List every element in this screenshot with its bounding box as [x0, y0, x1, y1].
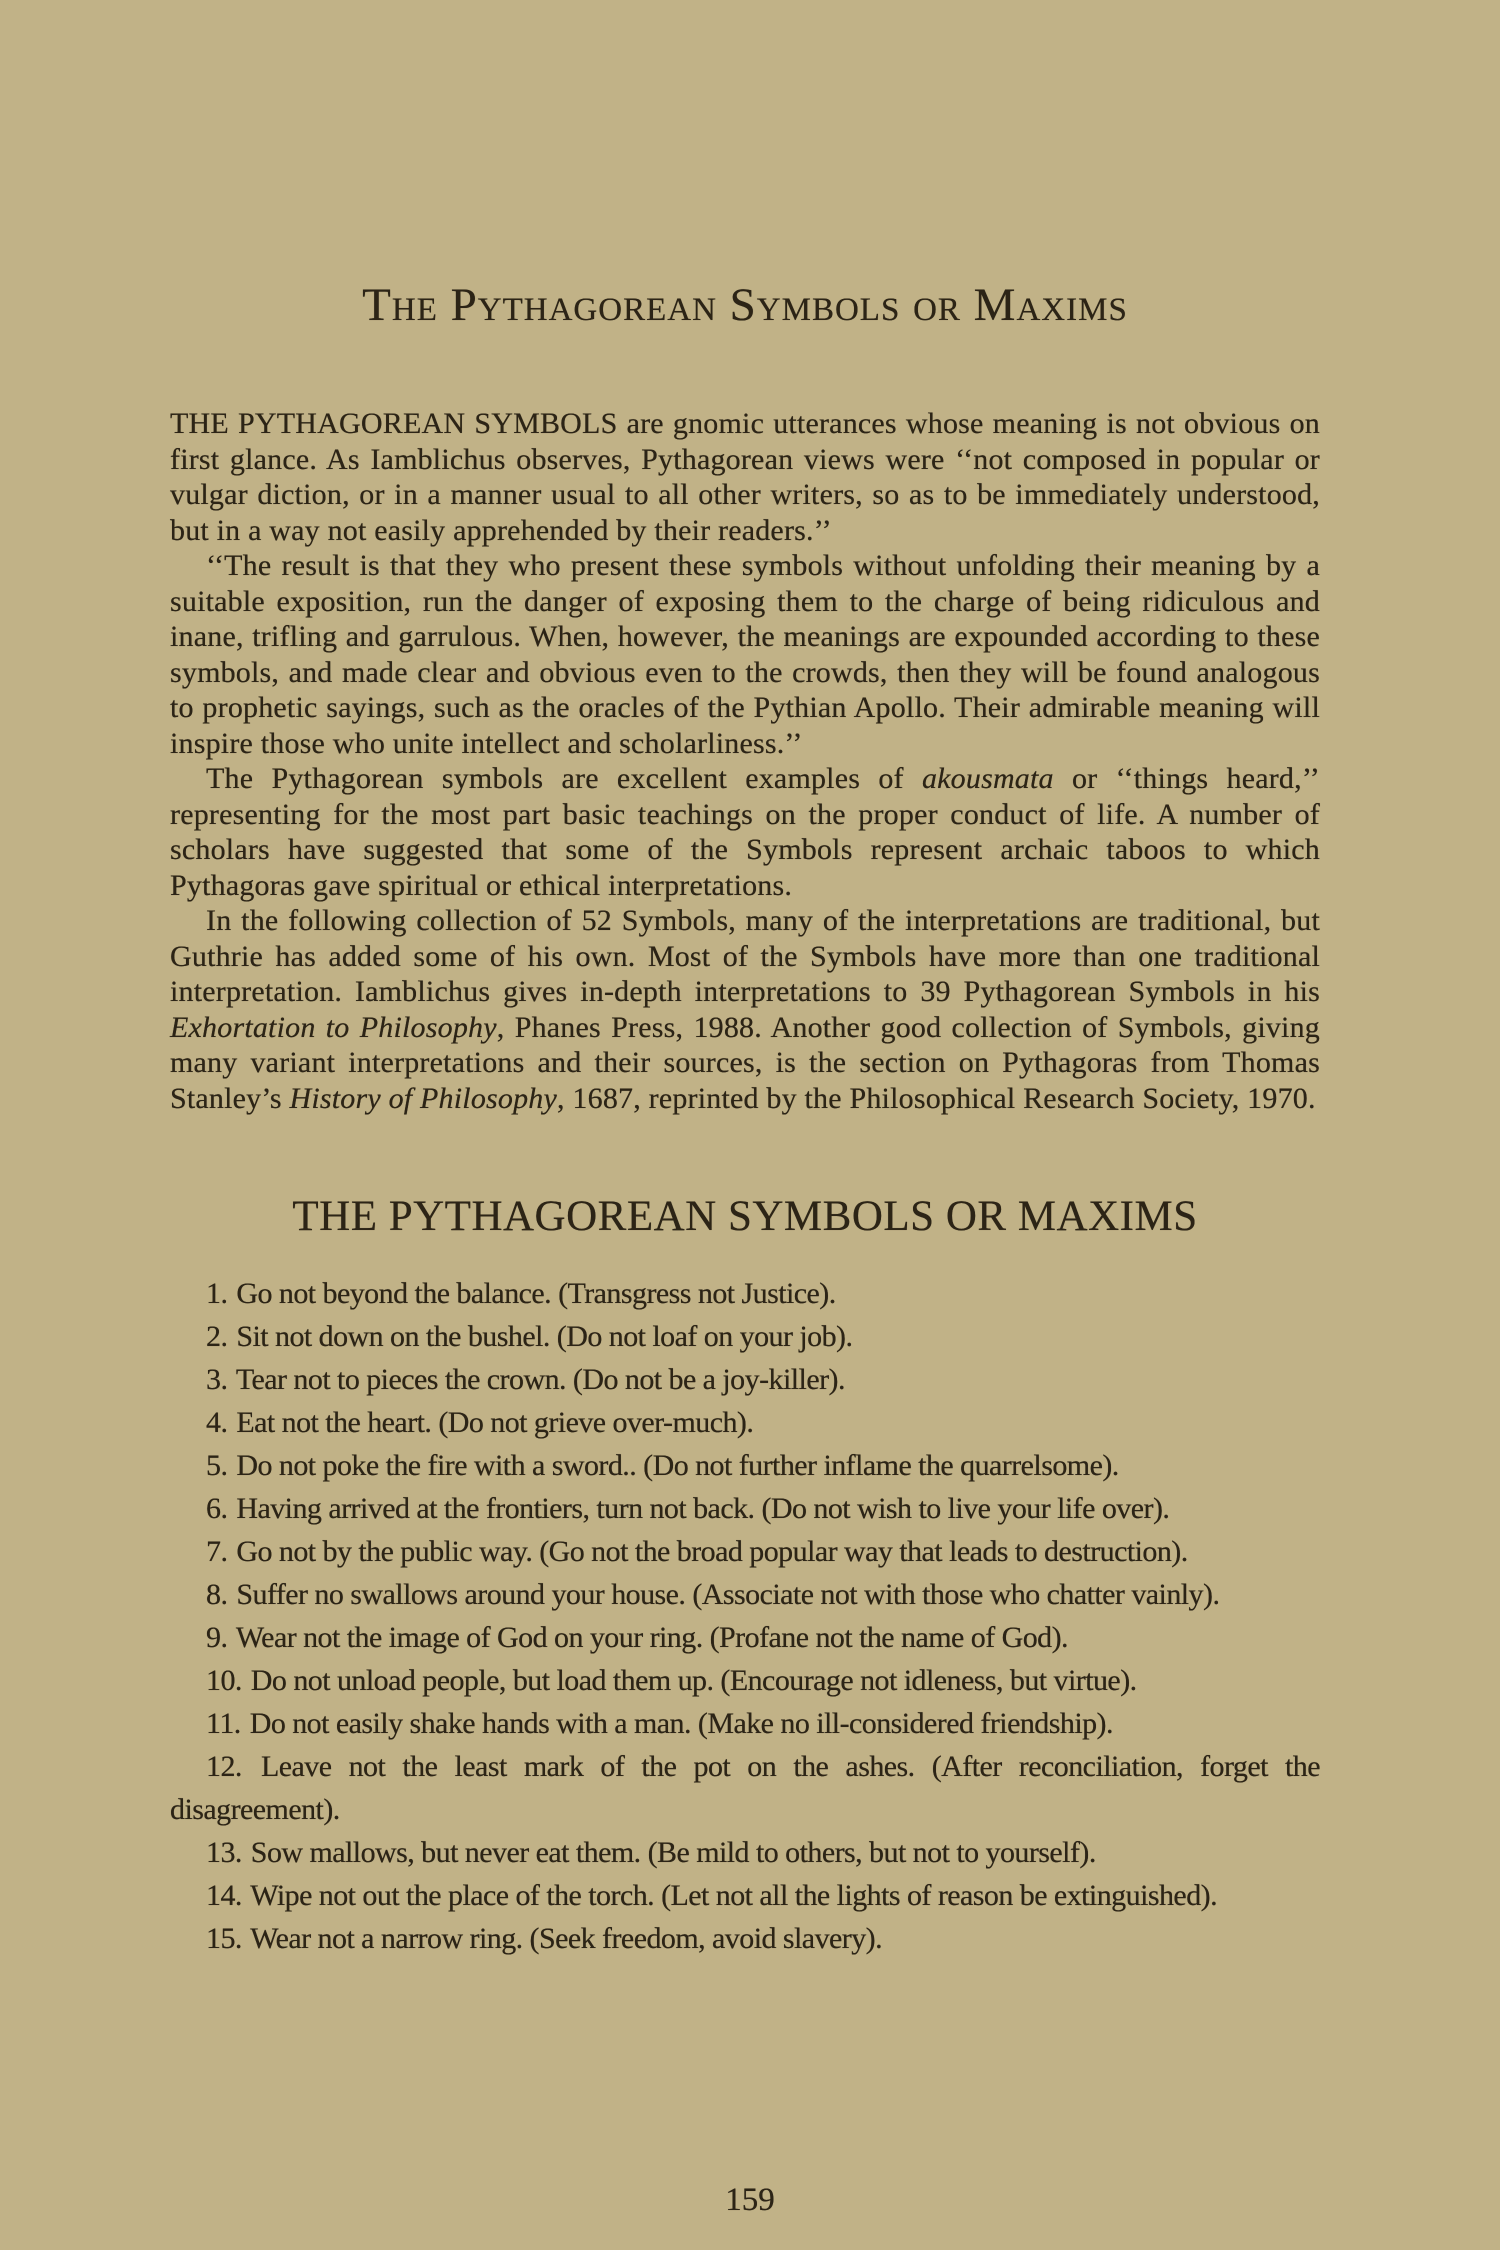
paragraph-text: ‘‘The result is that they who present these symbols without unfolding their meaning by a suitable exposition, run the danger of exposing them to the charge of being ridiculous and inane, trifling and garrulous. When, however, the meanings are expounded according to these symbols, and made clear and obvious even to the crowds, then they will be found analogous to prophetic sayings, such as the oracles of the Pythian Apollo. Their admirable meaning will inspire those who unite intellect and scholarliness.’’ — [170, 549, 1320, 760]
maxim-item — [170, 1315, 1320, 1358]
maxim-text: Do not unload people, but load them up. (Encourage not idleness, but virtue). — [243, 1664, 1137, 1697]
intro-paragraphs — [170, 406, 1320, 1116]
maxim-item — [170, 1487, 1320, 1530]
maxim-text: Sit not down on the bushel. (Do not loaf on your job). — [229, 1320, 853, 1353]
maxim-number: 9. — [206, 1621, 228, 1654]
maxim-item — [170, 1401, 1320, 1444]
maxim-number: 4. — [206, 1406, 228, 1439]
maxim-item — [170, 1444, 1320, 1487]
maxim-item — [170, 1616, 1320, 1659]
maxim-number: 10. — [206, 1664, 242, 1697]
maxim-number: 6. — [206, 1492, 228, 1525]
paragraph-text: In the following collection of 52 Symbols, many of the interpretations are traditional, but Guthrie has added some of his own. Most of the Symbols have more than one traditional interpretation. Iamblichus gives in-depth interpretations to 39 Pythagorean Symbols in his — [170, 904, 1320, 1008]
maxim-number: 15. — [206, 1922, 242, 1955]
maxims-list — [170, 1272, 1320, 1960]
maxim-text: Go not beyond the balance. (Transgress not Justice). — [229, 1277, 836, 1310]
paragraph-text: THE PYTHAGOREAN SYMBOLS are gnomic utterances whose meaning is not obvious on first glance. As Iamblichus observes, Pythagorean views were ‘‘not composed in popular or vulgar diction, or in a manner usual to all other writers, so as to be immediately understood, but in a way not easily apprehended by their readers.’’ — [170, 407, 1320, 547]
maxim-number: 5. — [206, 1449, 228, 1482]
maxim-item — [170, 1573, 1320, 1616]
maxim-text: Do not easily shake hands with a man. (Make no ill-considered friendship). — [242, 1707, 1113, 1740]
maxim-number: 12. — [206, 1750, 242, 1783]
maxim-number: 3. — [206, 1363, 228, 1396]
maxim-item — [170, 1358, 1320, 1401]
paragraph-text: or ‘‘things heard,’’ representing for the most part basic teachings on the proper conduct of life. A number of scholars have suggested that some of the Symbols represent archaic taboos to which Pythagoras gave spiritual or ethical interpretations. — [170, 762, 1320, 902]
maxim-item — [170, 1745, 1320, 1831]
maxim-item — [170, 1659, 1320, 1702]
maxim-text: Having arrived at the frontiers, turn not back. (Do not wish to live your life over). — [229, 1492, 1170, 1525]
maxim-text: Do not poke the fire with a sword.. (Do not further inflame the quarrelsome). — [229, 1449, 1119, 1482]
page-number: 159 — [725, 2182, 775, 2218]
maxim-number: 13. — [206, 1836, 242, 1869]
paragraph-text: , 1687, reprinted by the Philosophical Research Society, 1970. — [557, 1081, 1316, 1115]
intro-paragraph — [170, 548, 1320, 761]
intro-paragraph — [170, 406, 1320, 548]
maxim-text: Suffer no swallows around your house. (Associate not with those who chatter vainly). — [229, 1578, 1220, 1611]
maxim-text: Wear not the image of God on your ring. (Profane not the name of God). — [229, 1621, 1068, 1654]
maxim-number: 2. — [206, 1320, 228, 1353]
maxim-item — [170, 1831, 1320, 1874]
maxim-text: Go not by the public way. (Go not the broad popular way that leads to destruction). — [229, 1535, 1188, 1568]
intro-paragraph — [170, 903, 1320, 1116]
maxim-number: 14. — [206, 1879, 242, 1912]
page-title: The Pythagorean Symbols or Maxims — [362, 279, 1128, 331]
italic-title-text: Exhortation to Philosophy — [170, 1010, 497, 1044]
maxim-text: Eat not the heart. (Do not grieve over-much). — [229, 1406, 754, 1439]
maxim-text: Leave not the least mark of the pot on the ashes. (After reconciliation, forget the disagreement). — [170, 1750, 1320, 1826]
maxim-text: Tear not to pieces the crown. (Do not be a joy-killer). — [229, 1363, 845, 1396]
maxim-text: Sow mallows, but never eat them. (Be mild to others, but not to yourself). — [243, 1836, 1096, 1869]
section-heading: THE PYTHAGOREAN SYMBOLS OR MAXIMS — [292, 1193, 1198, 1240]
italic-title-text: akousmata — [921, 762, 1054, 795]
maxim-number: 1. — [206, 1277, 228, 1310]
maxim-number: 11. — [206, 1707, 241, 1740]
maxim-text: Wear not a narrow ring. (Seek freedom, avoid slavery). — [243, 1922, 883, 1955]
maxim-number: 8. — [206, 1578, 228, 1611]
maxim-item — [170, 1874, 1320, 1917]
intro-paragraph — [170, 761, 1320, 903]
italic-title-text: History of Philosophy — [289, 1081, 558, 1115]
maxim-item — [170, 1530, 1320, 1573]
maxim-item — [170, 1272, 1320, 1315]
maxim-text: Wipe not out the place of the torch. (Let not all the lights of reason be extinguished). — [243, 1879, 1218, 1912]
paragraph-text: , Phanes Press, 1988. Another good collection of Symbols, giving many variant interpretations and their sources, is the section on Pythagoras from Thomas Stanley’s — [170, 1010, 1320, 1115]
paragraph-text: The Pythagorean symbols are excellent examples of — [206, 762, 922, 795]
maxim-number: 7. — [206, 1535, 228, 1568]
maxim-item — [170, 1702, 1320, 1745]
maxim-item — [170, 1917, 1320, 1960]
